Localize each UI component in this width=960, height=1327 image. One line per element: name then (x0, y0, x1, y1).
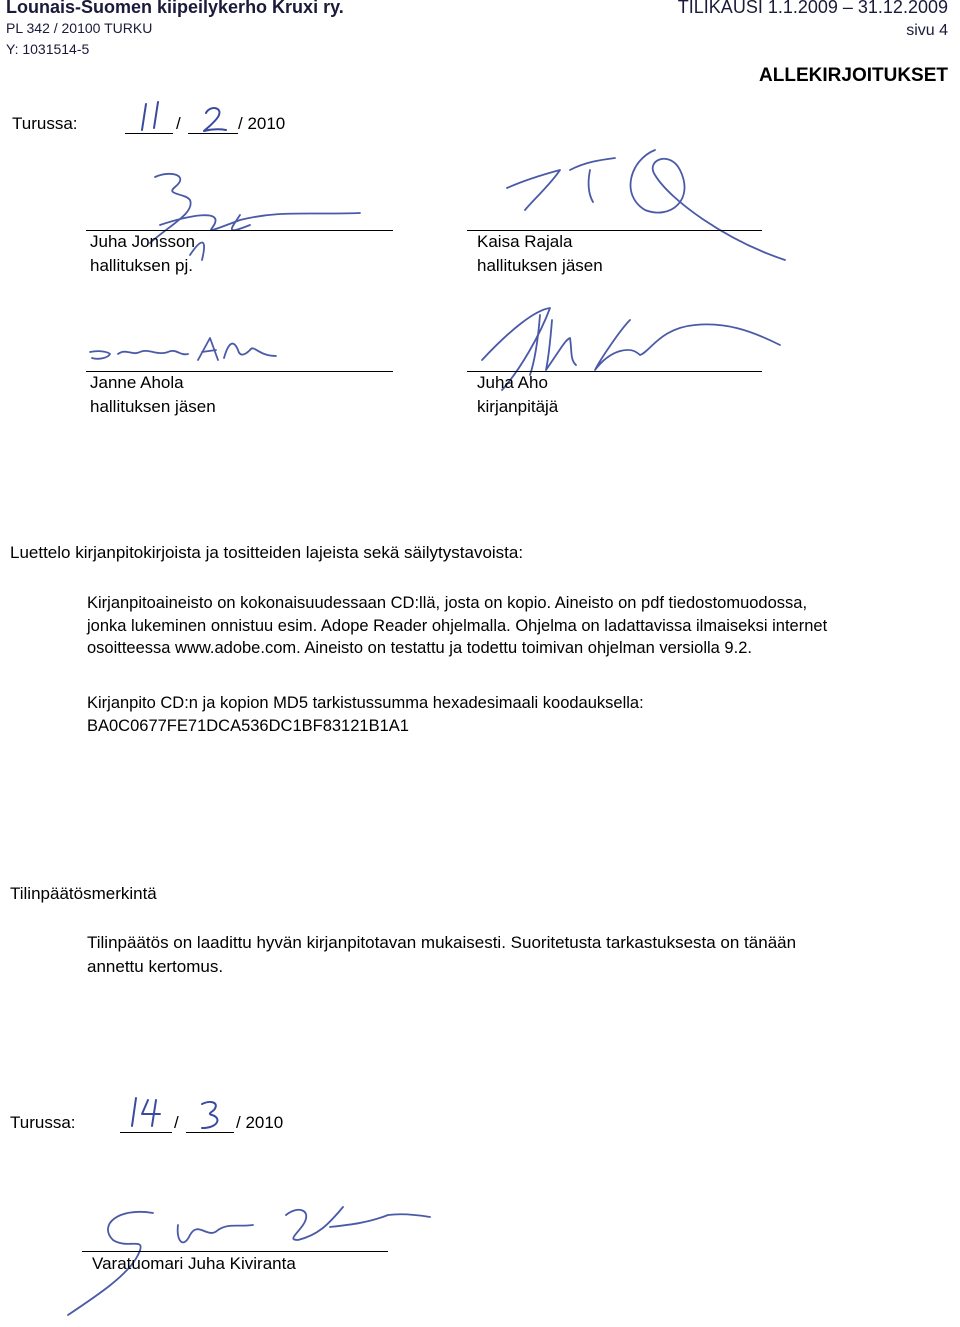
signature-janne-ahola (88, 330, 298, 375)
handwritten-month (196, 1098, 226, 1132)
date-separator: / (176, 114, 181, 133)
signature-line (467, 230, 762, 231)
signatory-role: kirjanpitäjä (477, 397, 559, 416)
paragraph-line: Kirjanpitoaineisto on kokonaisuudessaan CD:llä, josta on kopio. Aineisto on pdf tiedostomuodossa, (87, 594, 808, 612)
signatory-name: Juha Aho (477, 373, 548, 392)
signatory-name: Juha Jonsson (90, 232, 195, 251)
signatory-role: hallituksen jäsen (90, 397, 216, 416)
paragraph-line: annettu kertomus. (87, 957, 224, 976)
paragraph-line: osoitteessa www.adobe.com. Aineisto on testattu ja todettu toimivan ohjelman versiolla 9.2. (87, 639, 752, 657)
audit-heading: Tilinpäätösmerkintä (10, 884, 157, 903)
fiscal-period: TILIKAUSI 1.1.2009 – 31.12.2009 (677, 0, 948, 17)
date-year: / 2010 (238, 114, 286, 133)
paragraph-line: Kirjanpito CD:n ja kopion MD5 tarkistussumma hexadesimaali koodauksella: (87, 694, 644, 712)
signature-line (86, 230, 393, 231)
signature-line (86, 371, 393, 372)
date-separator: / (174, 1113, 179, 1132)
page-number: sivu 4 (906, 22, 948, 39)
signatory-name: Kaisa Rajala (477, 232, 573, 251)
paragraph-line: Tilinpäätös on laadittu hyvän kirjanpitotavan mukaisesti. Suoritetusta tarkastuksesta on tänään (87, 933, 797, 952)
signatory-role: hallituksen jäsen (477, 256, 603, 275)
checksum-paragraph (87, 692, 957, 737)
signatory-name: Janne Ahola (90, 373, 184, 392)
checksum-value: BA0C0677FE71DCA536DC1BF83121B1A1 (87, 716, 409, 735)
auditor-name: Varatuomari Juha Kiviranta (92, 1254, 296, 1273)
month-underline (186, 1132, 234, 1133)
handwritten-day (128, 1094, 172, 1130)
handwritten-day (138, 100, 178, 134)
books-list-heading: Luettelo kirjanpitokirjoista ja tositteiden lajeista sekä säilytystavoista: (10, 543, 524, 562)
section-title: ALLEKIRJOITUKSET (759, 65, 948, 86)
storage-paragraph (87, 592, 957, 660)
paragraph-line: jonka lukeminen onnistuu esim. Adope Reader ohjelmalla. Ohjelma on ladattavissa ilmaiseksi internet (87, 616, 828, 635)
date-place-label: Turussa: (12, 114, 78, 133)
day-underline (120, 1132, 172, 1133)
organization-address: PL 342 / 20100 TURKU (6, 20, 153, 36)
signature-line (82, 1251, 388, 1252)
signature-line (467, 371, 762, 372)
date-place-label: Turussa: (10, 1113, 76, 1132)
business-id: Y: 1031514-5 (6, 41, 90, 57)
handwritten-month (198, 103, 234, 135)
signatory-role: hallituksen pj. (90, 256, 194, 275)
organization-name: Lounais-Suomen kiipeilykerho Kruxi ry. (6, 0, 344, 17)
audit-paragraph (87, 931, 957, 979)
date-year: / 2010 (236, 1113, 284, 1132)
